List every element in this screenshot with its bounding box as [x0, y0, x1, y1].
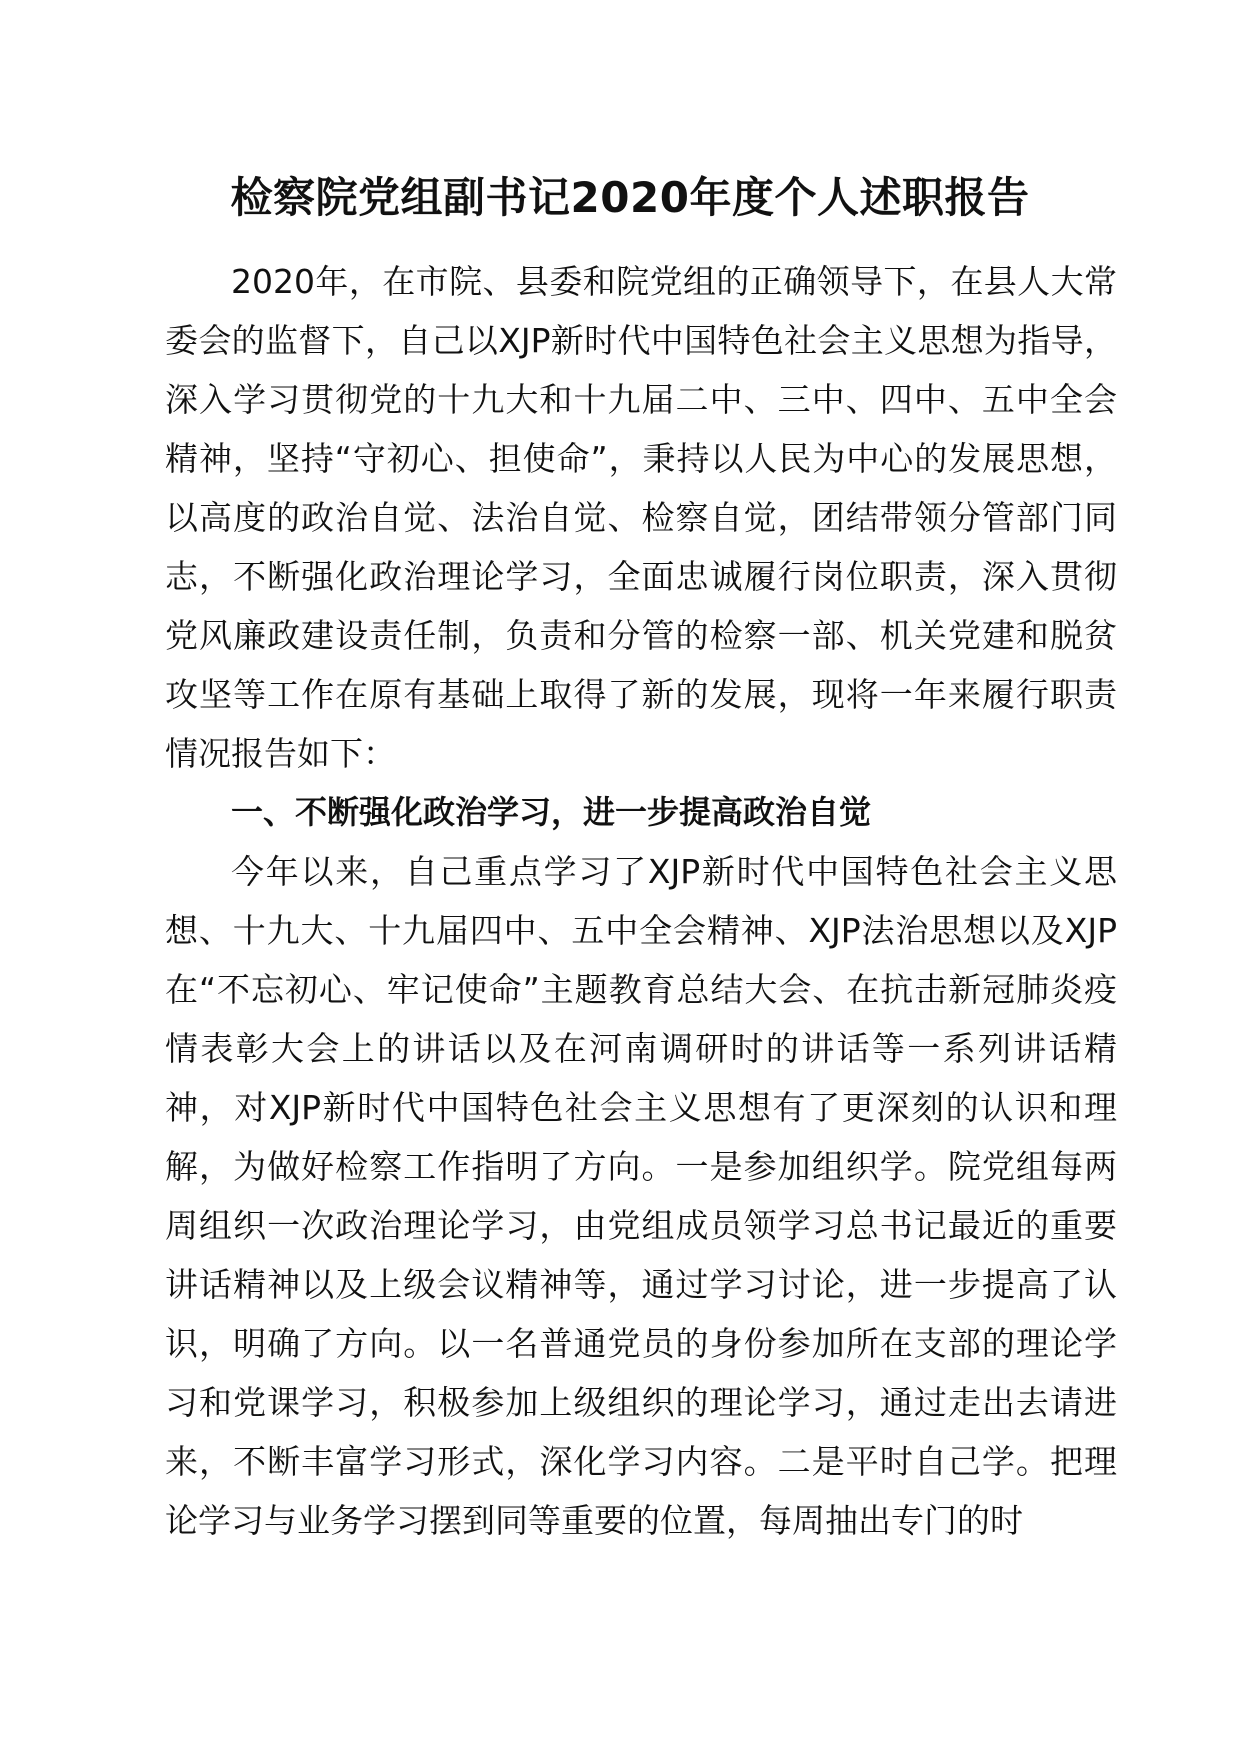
- section-paragraph: 今年以来，自己重点学习了XJP新时代中国特色社会主义思想、十九大、十九届四中、五中全会精神、XJP法治思想以及XJP在“不忘初心、牢记使命”主题教育总结大会、在抗击新冠肺炎疫情表彰大会上的讲话以及在河南调研时的讲话等一系列讲话精神，对XJP新时代中国特色社会主义思想有了更深刻的认识和理解，为做好检察工作指明了方向。一是参加组织学。院党组每两周组织一次政治理论学习，由党组成员领学习总书记最近的重要讲话精神以及上级会议精神等，通过学习讨论，进一步提高了认识，明确了方向。以一名普通党员的身份参加所在支部的理论学习和党课学习，积极参加上级组织的理论学习，通过走出去请进来，不断丰富学习形式，深化学习内容。二是平时自己学。把理论学习与业务学习摆到同等重要的位置，每周抽出专门的时: [165, 852, 1117, 1540]
- intro-paragraph: 2020年，在市院、县委和院党组的正确领导下，在县人大常委会的监督下，自己以XJP新时代中国特色社会主义思想为指导，深入学习贯彻党的十九大和十九届二中、三中、四中、五中全会精神，坚持“守初心、担使命”，秉持以人民为中心的发展思想，以高度的政治自觉、法治自觉、检察自觉，团结带领分管部门同志，不断强化政治理论学习，全面忠诚履行岗位职责，深入贯彻党风廉政建设责任制，负责和分管的检察一部、机关党建和脱贫攻坚等工作在原有基础上取得了新的发展，现将一年来履行职责情况报告如下：: [165, 262, 1117, 773]
- document-title: 检察院党组副书记2020年度个人述职报告: [230, 173, 1030, 222]
- section-heading: 一、不断强化政治学习，进一步提高政治自觉: [231, 793, 872, 831]
- document-body: [165, 252, 1117, 1550]
